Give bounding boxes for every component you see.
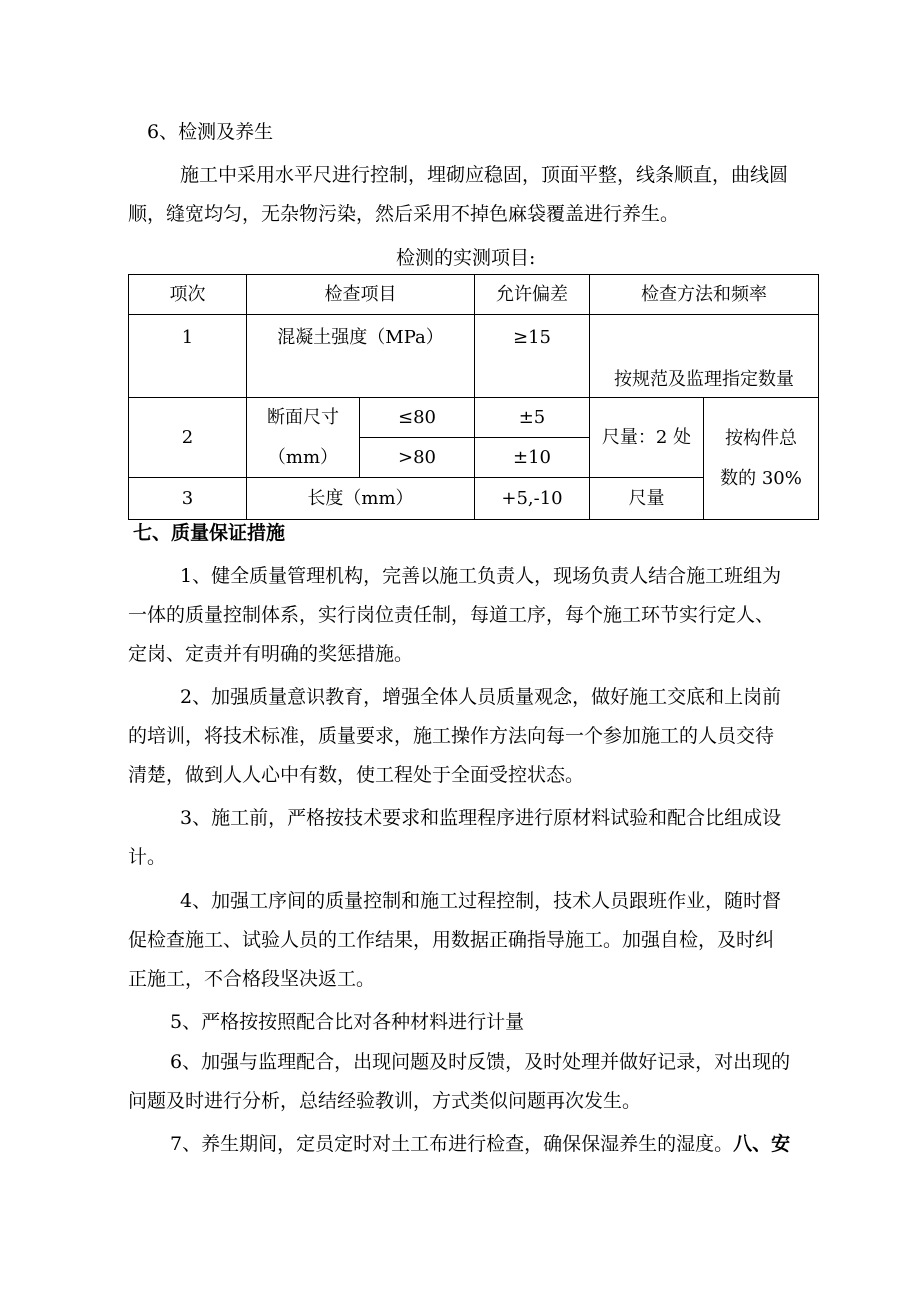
p3-line1: 3、施工前，严格按技术要求和监理程序进行原材料试验和配合比组成设 xyxy=(180,807,782,829)
row1-index: 1 xyxy=(129,315,247,398)
frequency-line1: 按构件总 xyxy=(725,427,797,449)
p4-line2: 促检查施工、试验人员的工作结果，用数据正确指导施工。加强自检，及时纠 xyxy=(128,929,775,951)
section6-para-line2: 顺，缝宽均匀，无杂物污染，然后采用不掉色麻袋覆盖进行养生。 xyxy=(128,203,680,225)
section6-para-line1: 施工中采用水平尺进行控制，埋砌应稳固，顶面平整，线条顺直，曲线圆 xyxy=(180,164,789,186)
frequency-cell xyxy=(704,398,819,520)
row2-sub-a: ≤80 xyxy=(360,398,475,438)
row2-method: 尺量：2 处 xyxy=(590,398,704,478)
header-index: 项次 xyxy=(129,275,247,315)
header-tolerance: 允许偏差 xyxy=(475,275,590,315)
p6-line2: 问题及时进行分析，总结经验教训，方式类似问题再次发生。 xyxy=(128,1090,642,1112)
row1-method: 按规范及监理指定数量 xyxy=(590,315,819,398)
row1-item: 混凝土强度（MPa） xyxy=(247,315,475,398)
row2-index: 2 xyxy=(129,398,247,478)
table-caption: 检测的实测项目: xyxy=(396,247,536,269)
table-row xyxy=(129,315,819,398)
p1-line3: 定岗、定责并有明确的奖惩措施。 xyxy=(128,643,414,665)
section7-heading: 七、质量保证措施 xyxy=(133,522,286,544)
row2-tol-a: ±5 xyxy=(475,398,590,438)
table-row xyxy=(129,398,819,438)
p4-line3: 正施工，不合格段坚决返工。 xyxy=(128,968,376,990)
row2-item xyxy=(247,398,360,478)
row2-item-line2: （mm） xyxy=(267,446,339,468)
section8-heading-fragment: 八、安 xyxy=(733,1133,791,1155)
p2-line2: 的培训，将技术标准，质量要求，施工操作方法向每一个参加施工的人员交待 xyxy=(128,725,775,747)
row2-sub-b: >80 xyxy=(360,438,475,478)
p2-line3: 清楚，做到人人心中有数，使工程处于全面受控状态。 xyxy=(128,764,585,786)
p1-line1: 1、健全质量管理机构，完善以施工负责人，现场负责人结合施工班组为 xyxy=(180,565,782,587)
p7-line1 xyxy=(170,1132,790,1156)
table-header-row xyxy=(129,275,819,315)
row3-index: 3 xyxy=(129,478,247,520)
section6-heading: 6、检测及养生 xyxy=(147,121,274,143)
row3-tolerance: +5,-10 xyxy=(475,478,590,520)
row3-item: 长度（mm） xyxy=(247,478,475,520)
row2-tol-b: ±10 xyxy=(475,438,590,478)
frequency-line2: 数的 30% xyxy=(720,467,802,489)
p3-line2: 计。 xyxy=(128,846,167,868)
p1-line2: 一体的质量控制体系，实行岗位责任制，每道工序，每个施工环节实行定人、 xyxy=(128,604,775,626)
row1-tolerance: ≥15 xyxy=(475,315,590,398)
header-item: 检查项目 xyxy=(247,275,475,315)
header-method: 检查方法和频率 xyxy=(590,275,819,315)
p6-line1: 6、加强与监理配合，出现问题及时反馈，及时处理并做好记录，对出现的 xyxy=(170,1051,791,1073)
row2-item-line1: 断面尺寸 xyxy=(267,406,339,428)
p7-text: 7、养生期间，定员定时对土工布进行检查，确保保湿养生的湿度。 xyxy=(170,1133,734,1155)
p2-line1: 2、加强质量意识教育，增强全体人员质量观念，做好施工交底和上岗前 xyxy=(180,686,782,708)
p4-line1: 4、加强工序间的质量控制和施工过程控制，技术人员跟班作业，随时督 xyxy=(180,890,782,912)
row3-method: 尺量 xyxy=(590,478,704,520)
inspection-table xyxy=(128,274,819,520)
p5-line1: 5、严格按按照配合比对各种材料进行计量 xyxy=(170,1011,525,1033)
